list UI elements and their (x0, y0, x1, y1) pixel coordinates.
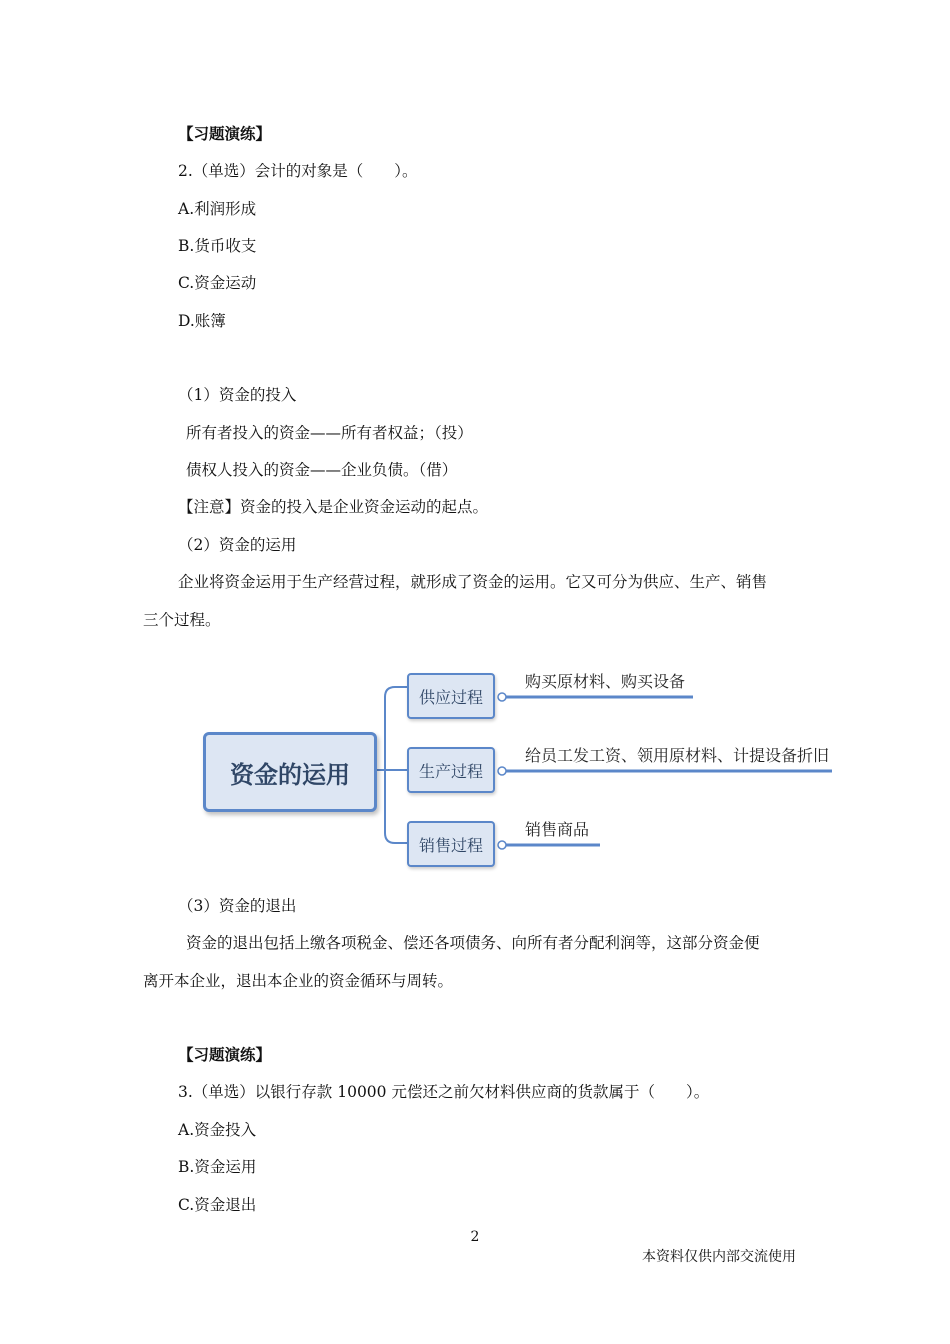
option-b: B.货币收支 (178, 237, 257, 255)
node-dot-production (498, 767, 506, 775)
section-1-line-2: 债权人投入的资金——企业负债。（借） (186, 461, 458, 479)
mindmap (195, 660, 845, 875)
detail-sales: 销售商品 (525, 820, 590, 839)
option-a: A.利润形成 (178, 200, 257, 218)
note: 【注意】资金的投入是企业资金运动的起点。 (178, 498, 489, 516)
section-3-title: （3）资金的退出 (178, 897, 297, 915)
footer-note: 本资料仅供内部交流使用 (642, 1249, 796, 1265)
branch-supply: 供应过程 (407, 673, 495, 719)
option-d: D.账簿 (178, 312, 226, 330)
mindmap-root: 资金的运用 (203, 732, 377, 812)
branch-sales: 销售过程 (407, 821, 495, 867)
page-number: 2 (470, 1229, 480, 1245)
exercise-heading-2: 【习题演练】 (178, 1045, 272, 1064)
section-1-title: （1）资金的投入 (178, 386, 297, 404)
node-dot-supply (498, 693, 506, 701)
connector-trunk (385, 687, 407, 843)
option-c: C.资金运动 (178, 274, 257, 292)
node-dot-sales (498, 841, 506, 849)
detail-production: 给员工发工资、领用原材料、计提设备折旧 (525, 746, 830, 765)
option-b-2: B.资金运用 (178, 1158, 257, 1176)
question-2: 2.（单选）会计的对象是（ ）。 (178, 162, 418, 180)
section-1-line-1: 所有者投入的资金——所有者权益；（投） (186, 424, 473, 442)
section-3-para-line-2: 离开本企业，退出本企业的资金循环与周转。 (143, 972, 454, 990)
branch-production: 生产过程 (407, 747, 495, 793)
question-3: 3.（单选）以银行存款 10000 元偿还之前欠材料供应商的货款属于（ ）。 (178, 1083, 710, 1101)
exercise-heading-1: 【习题演练】 (178, 124, 272, 143)
detail-supply: 购买原材料、购买设备 (525, 672, 686, 691)
option-c-2: C.资金退出 (178, 1196, 257, 1214)
section-2-para-line-2: 三个过程。 (143, 611, 221, 629)
section-3-para-line-1: 资金的退出包括上缴各项税金、偿还各项债务、向所有者分配利润等，这部分资金便 (186, 934, 760, 952)
section-2-title: （2）资金的运用 (178, 536, 297, 554)
option-a-2: A.资金投入 (178, 1121, 257, 1139)
section-2-para-line-1: 企业将资金运用于生产经营过程，就形成了资金的运用。它又可分为供应、生产、销售 (178, 573, 768, 591)
